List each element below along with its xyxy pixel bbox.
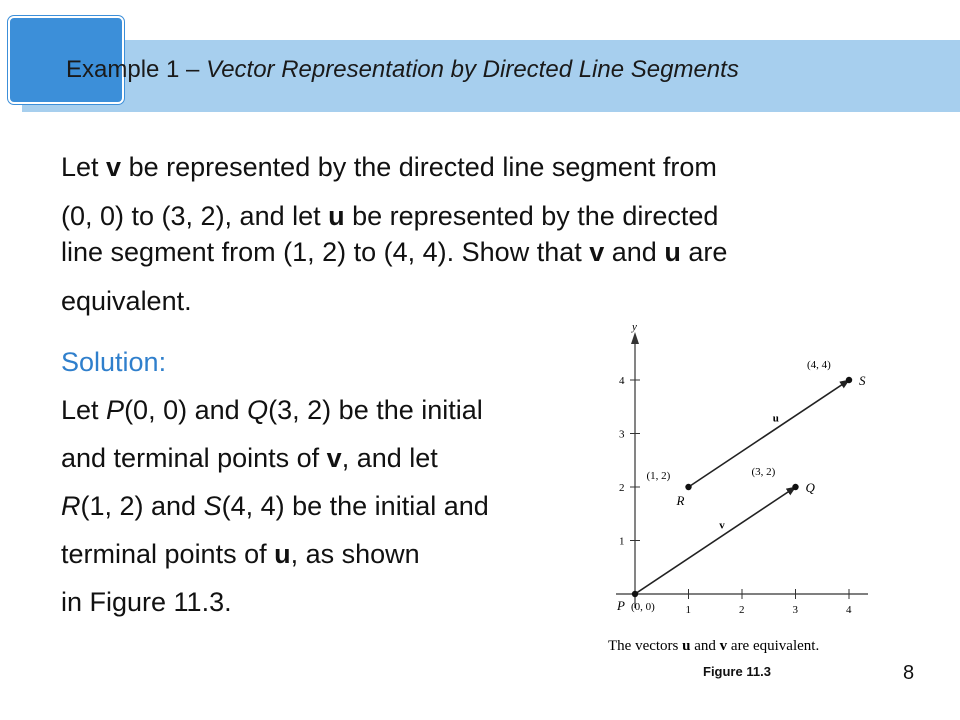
- vector-v: v: [106, 152, 122, 182]
- solution-label: Solution:: [61, 347, 167, 377]
- point-Q-name: Q: [805, 480, 815, 495]
- solution-line-5: in Figure 11.3.: [61, 587, 232, 617]
- vector-diagram: [596, 318, 874, 658]
- slide-title: [66, 56, 739, 84]
- vector-u-label: u: [772, 412, 779, 425]
- y-tick-label: 3: [619, 428, 625, 441]
- figure-11-3: [596, 318, 874, 658]
- figure-label: Figure 11.3: [703, 664, 771, 679]
- y-tick-label: 4: [619, 375, 625, 387]
- y-axis-label: y: [632, 321, 637, 333]
- solution-line-4: terminal points of u, as shown: [61, 539, 420, 569]
- solution-line-1: Let P(0, 0) and Q(3, 2) be the initial: [61, 395, 483, 425]
- point-P-coord: (0, 0): [631, 601, 655, 613]
- vector-v-arrow: [635, 487, 796, 594]
- problem-line-3: line segment from (1, 2) to (4, 4). Show that v and u are: [61, 237, 728, 267]
- title-prefix: Example 1 –: [66, 56, 207, 83]
- point-S-coord: (4, 4): [807, 359, 831, 371]
- solution-line-3: R(1, 2) and S(4, 4) be the initial and: [61, 491, 489, 521]
- point-R-name: R: [676, 493, 685, 508]
- y-tick-label: 1: [619, 535, 625, 548]
- problem-line-2: (0, 0) to (3, 2), and let u be represented by the directed: [61, 201, 719, 231]
- x-tick-label: 2: [739, 604, 745, 616]
- x-tick-label: 3: [792, 604, 798, 616]
- point-R-coord: (1, 2): [646, 470, 671, 482]
- point-S: [846, 377, 852, 383]
- x-tick-label: 1: [685, 604, 691, 616]
- x-tick-label: 4: [846, 604, 852, 616]
- title-italic: Vector Representation by Directed Line Segments: [206, 56, 739, 83]
- y-tick-label: 2: [619, 482, 625, 494]
- point-P: [632, 591, 638, 597]
- vector-v-label: v: [719, 519, 725, 532]
- point-S-name: S: [859, 373, 866, 388]
- point-Q: [792, 484, 798, 490]
- point-Q-coord: (3, 2): [751, 466, 776, 478]
- point-R: [685, 484, 691, 490]
- y-axis-arrow-icon: [631, 332, 639, 344]
- point-P-name: P: [617, 598, 625, 613]
- problem-line-1: Let v be represented by the directed line segment from: [61, 152, 717, 182]
- vector-u: u: [328, 201, 345, 231]
- solution-line-2: and terminal points of v, and let: [61, 443, 438, 473]
- page-number: 8: [903, 662, 915, 684]
- figure-caption: The vectors u and v are equivalent.: [608, 638, 820, 654]
- problem-line-4: equivalent.: [61, 286, 192, 316]
